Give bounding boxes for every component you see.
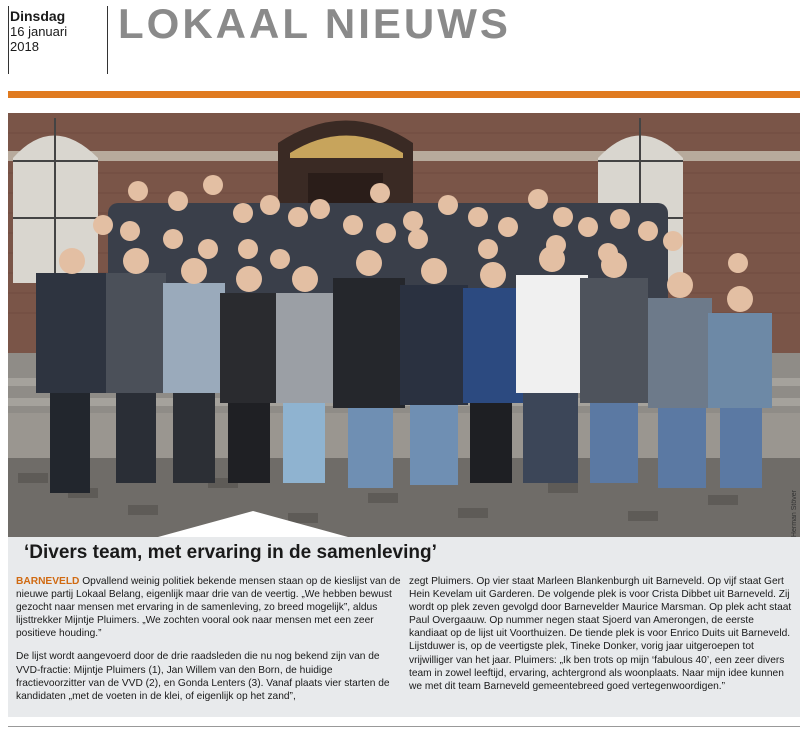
article-column-1 [16,575,404,713]
bottom-rule [8,726,800,727]
article-paragraph-3: zegt Pluimers. Op vier staat Marleen Blankenburgh uit Barneveld. Op vijf staat Gert Hein Kevelam uit Garderen. De volgende plek is voor Crista Dibbet uit Barneveld. Zij wordt op plek zeven gevolgd door Barnevelder Maurice Marsman. Op plek acht staat Paul Overgaauw. Op nummer negen staat Sjoerd van Amerongen, de eerste kandiaat op de lijst uit Voorthuizen. De tiende plek is voor Enrico Duits uit Barneveld. Lijstduwer is, op de veertigste plek, Tineke Donker, vorig jaar uitgeroepen tot vrijwilliger van het jaar. Pluimers: „Ik ben trots op mijn ‘fabulous 40’, een zeer divers team in zowel leeftijd, ervaring, achtergrond als woonplaats. Naar mijn idee kunnen we met dit team Barneveld gemeentebreed goed vertegenwoordigen.” [409,576,792,692]
article-lead-text: Opvallend weinig politiek bekende mensen staan op de kieslijst van de nieuwe partij Lokaal Belang, eigenlijk maar drie van de veertig. „We hebben bewust gezocht naar mensen met ervaring in de samenleving, zo breed mogelijk”, aldus lijsttrekker Mijntje Pluimers. „We zochten vooral ook naar mensen met een zeer positieve houding.” [16,576,401,640]
article-column-2 [409,575,794,703]
article-dateline: BARNEVELD [16,576,80,587]
article-paragraph-1 [16,575,404,640]
issue-date [10,8,102,54]
masthead [0,0,800,90]
issue-date-line2: 2018 [10,39,39,54]
article [8,537,800,717]
issue-day: Dinsdag [10,8,66,24]
masthead-left-rule [8,6,9,74]
accent-bar [8,91,800,98]
issue-date-line1: 16 januari [10,24,68,39]
photo-credit: Herman Stöver [791,490,798,538]
section-title: LOKAAL NIEUWS [118,0,511,47]
article-paragraph-2: De lijst wordt aangevoerd door de drie raadsleden die nu nog bekend zijn van de VVD-fractie: Mijntje Pluimers (1), Jan Willem van den Born, de huidige fractievoorzitter van de VVD (2), en Gonda Lenters (3). Vanaf plaats vier starten de kandidaten „met de voeten in de klei, of eigenlijk op het zand”, [16,651,390,702]
masthead-divider [107,6,108,74]
article-headline: ‘Divers team, met ervaring in de samenleving’ [24,542,437,563]
group-photo [8,113,800,537]
